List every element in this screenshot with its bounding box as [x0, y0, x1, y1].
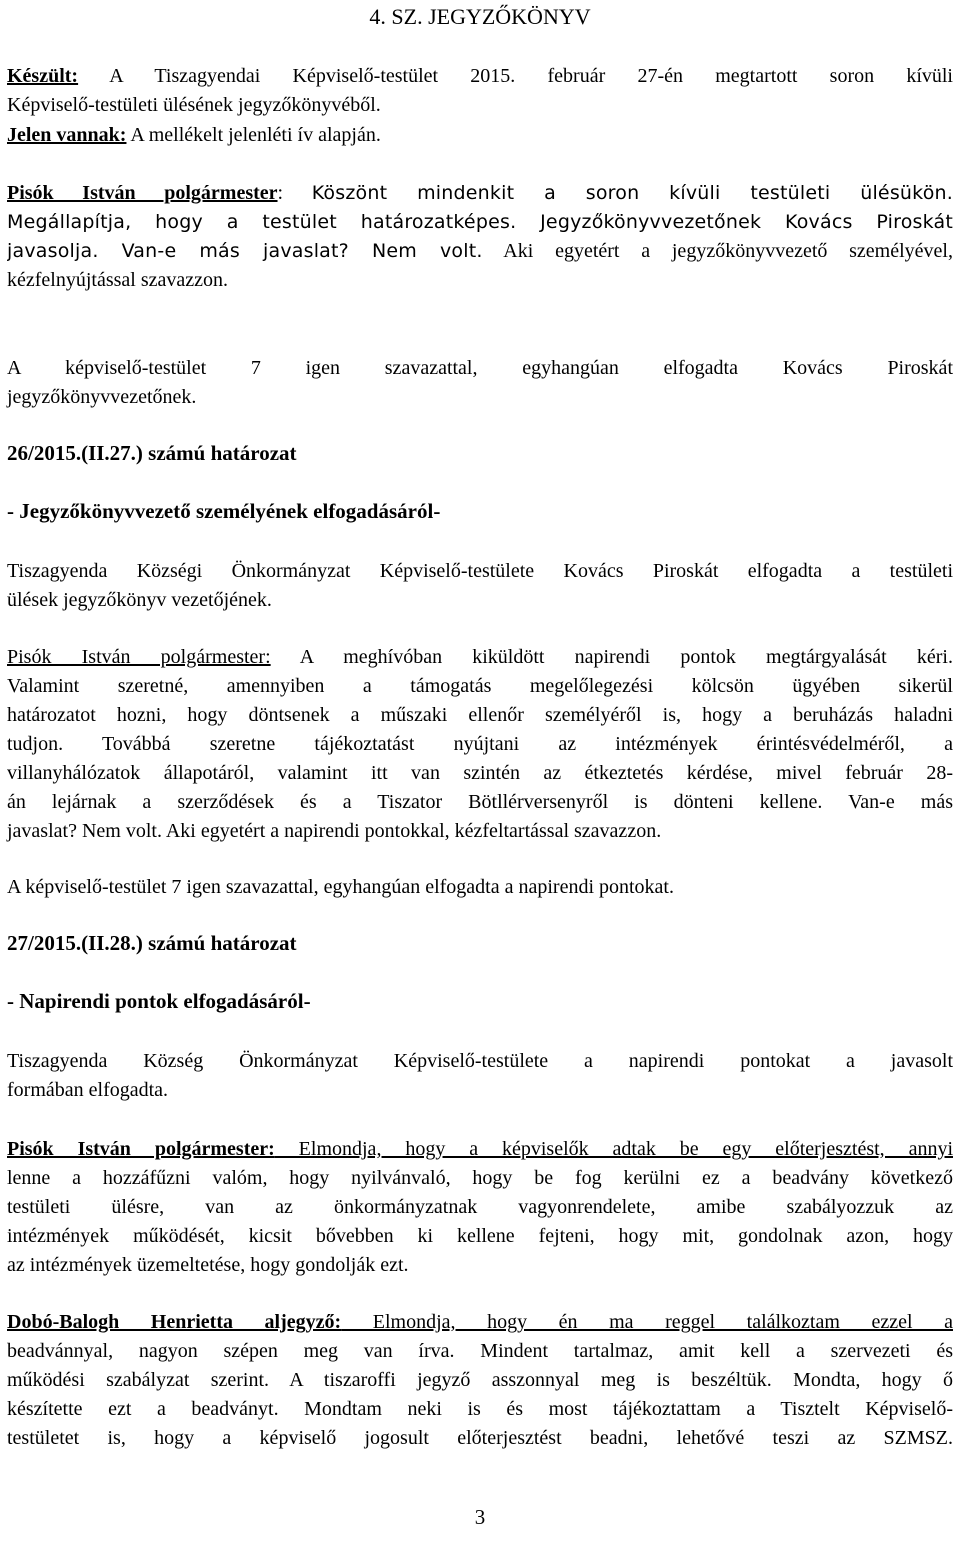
resolution-26-body — [7, 557, 953, 615]
clerk-line-4: készítette ezt a beadványt. Mondtam neki is és most tájékoztattam a Tisztelt Képviselő- — [7, 1398, 953, 1420]
agenda-line-7: javaslat? Nem volt. Aki egyetért a napirendi pontokkal, kézfeltartással szavazzon. — [7, 820, 662, 842]
mayor-agenda-paragraph — [7, 643, 953, 846]
agenda-text-1: A meghívóban kiküldött napirendi pontok megtárgyalását kéri. — [299, 646, 953, 668]
res26-line-1: Tiszagyenda Községi Önkormányzat Képviselő-testülete Kovács Piroskát elfogadta a testületi — [7, 560, 953, 582]
clerk-line-3: működési szabályzat szerint. A tiszaroffi jegyző asszonnyal meg is beszéltük. Mondta, hogy ő — [7, 1369, 953, 1391]
proposal-line-4: intézmények működését, kicsit bővebben ki kellene fejteni, hogy mit, gondolnak azon, hogy — [7, 1225, 953, 1247]
mayor-proposal-paragraph — [7, 1135, 953, 1280]
speaker-deputy-clerk: Dobó-Balogh Henrietta aljegyző: — [7, 1311, 342, 1333]
prepared-label: Készült: — [7, 65, 79, 87]
vote-agenda-paragraph — [7, 873, 953, 902]
speaker-mayor-1: Pisók István polgármester — [7, 182, 278, 204]
agenda-line-2: Valamint szeretné, amennyiben a támogatás megelőlegezési kölcsön ügyében sikerül — [7, 675, 953, 697]
speaker-mayor-2: Pisók István polgármester: — [7, 646, 271, 668]
prepared-line-1 — [7, 62, 953, 91]
vote1-line-1: A képviselő-testület 7 igen szavazattal, egyhangúan elfogadta Kovács Piroskát — [7, 357, 953, 379]
vote1-line-2: jegyzőkönyvvezetőnek. — [7, 386, 197, 408]
page-number: 3 — [474, 1505, 486, 1529]
vote-recorder-paragraph — [7, 354, 953, 412]
prepared-line-2: Képviselő-testületi ülésének jegyzőkönyvéből. — [7, 94, 381, 116]
proposal-line-3: testületi ülésre, van az önkormányzatnak vagyonrendelete, amibe szabályozzuk az — [7, 1196, 953, 1218]
opening-line-2: Megállapítja, hogy a testület határozatképes. Jegyzőkönyvvezetőnek Kovács Piroskát — [7, 211, 953, 233]
opening-text-3b: Aki egyetért a jegyzőkönyvvezető személyével, — [503, 240, 953, 262]
res27-line-1: Tiszagyenda Község Önkormányzat Képviselő-testülete a napirendi pontokat a javasolt — [7, 1050, 953, 1072]
resolution-27-number: 27/2015.(II.28.) számú határozat — [7, 931, 297, 955]
clerk-text-1: Elmondja, hogy én ma reggel találkoztam ezzel a — [341, 1311, 953, 1333]
agenda-line-1 — [7, 643, 953, 672]
opening-text-1: Köszönt mindenkit a soron kívüli testületi ülésükön. — [311, 182, 953, 204]
opening-line-4: kézfelnyújtással szavazzon. — [7, 269, 229, 291]
attendance-text: A mellékelt jelenléti ív alapján. — [130, 124, 381, 146]
prepared-text-1: A Tiszagyendai Képviselő-testület 2015. február 27-én megtartott soron kívüli — [109, 65, 953, 87]
attendance-line — [7, 121, 953, 150]
speaker-mayor-3: Pisók István polgármester: — [7, 1138, 275, 1160]
resolution-27-subject: - Napirendi pontok elfogadásáról- — [7, 989, 311, 1013]
agenda-line-4: tudjon. Továbbá szeretne tájékoztatást nyújtani az intézmények érintésvédelméről, a — [7, 733, 953, 755]
clerk-line-2: beadvánnyal, nagyon szépen meg van írva. Mindent tartalmaz, amit kell a szervezeti és — [7, 1340, 953, 1362]
vote2-line-1: A képviselő-testület 7 igen szavazattal, egyhangúan elfogadta a napirendi pontokat. — [7, 876, 674, 898]
resolution-26-number: 26/2015.(II.27.) számú határozat — [7, 441, 297, 465]
proposal-line-1 — [7, 1135, 953, 1164]
attendance-paragraph — [7, 121, 953, 150]
resolution-27-body — [7, 1047, 953, 1105]
proposal-line-5: az intézmények üzemeltetése, hogy gondolják ezt. — [7, 1254, 409, 1276]
prepared-paragraph — [7, 62, 953, 120]
opening-line-1 — [7, 179, 953, 208]
agenda-line-3: határozatot hozni, hogy döntsenek a műszaki ellenőr személyéről is, hogy a beruházás haladni — [7, 704, 953, 726]
res26-line-2: ülések jegyzőkönyv vezetőjének. — [7, 589, 272, 611]
opening-line-3 — [7, 237, 953, 266]
proposal-line-2: lenne a hozzáfűzni valóm, hogy nyilvánvaló, hogy be fog kerülni ez a beadvány következő — [7, 1167, 953, 1189]
opening-text-3a: javasolja. Van-e más javaslat? Nem volt. — [7, 240, 483, 262]
clerk-line-5: testületet is, hogy a képviselő jogosult előterjesztést beadni, lehetővé teszi az SZMSZ. — [7, 1427, 953, 1449]
proposal-text-1: Elmondja, hogy a képviselők adtak be egy előterjesztést, annyi — [274, 1138, 953, 1160]
attendance-label: Jelen vannak: — [7, 124, 127, 146]
resolution-26-subject: - Jegyzőkönyvvezető személyének elfogadásáról- — [7, 499, 441, 523]
agenda-line-6: án lejárnak a szerződések és a Tiszator Bötllérversenyről is dönteni kellene. Van-e más — [7, 791, 953, 813]
speaker-colon: : — [277, 182, 284, 204]
agenda-line-5: villanyhálózatok állapotáról, valamint itt van szintén az étkeztetés kérdése, mivel február 28- — [7, 762, 953, 784]
deputy-clerk-paragraph — [7, 1308, 953, 1453]
mayor-opening-paragraph — [7, 179, 953, 295]
clerk-line-1 — [7, 1308, 953, 1337]
page-title: 4. SZ. JEGYZŐKÖNYV — [369, 4, 591, 29]
res27-line-2: formában elfogadta. — [7, 1079, 169, 1101]
